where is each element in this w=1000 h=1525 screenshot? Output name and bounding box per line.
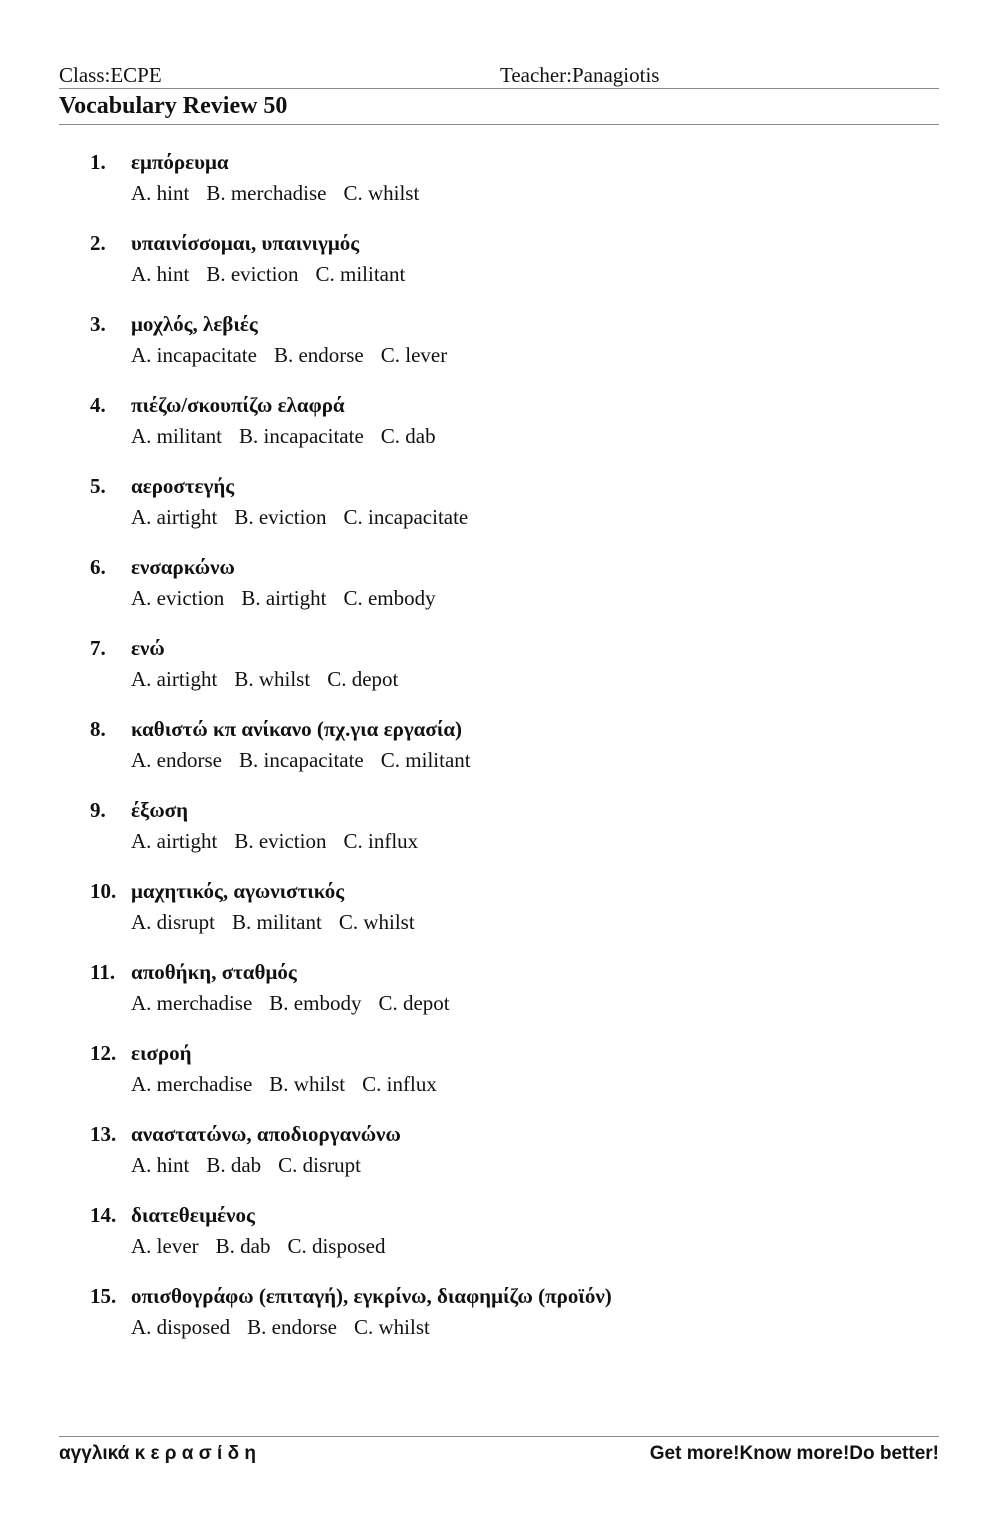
- question-item: [90, 555, 930, 636]
- option-b[interactable]: B. dab: [206, 1153, 262, 1177]
- option-group: [131, 505, 485, 530]
- class-label: Class:ECPE: [59, 63, 162, 87]
- option-b[interactable]: B. whilst: [269, 1072, 346, 1096]
- option-b[interactable]: B. dab: [215, 1234, 271, 1258]
- question-item: [90, 717, 930, 798]
- option-group: [131, 262, 422, 287]
- option-group: [131, 586, 453, 611]
- option-a[interactable]: A. hint: [131, 1153, 190, 1177]
- option-b[interactable]: B. incapacitate: [238, 748, 364, 772]
- option-c[interactable]: C. whilst: [354, 1315, 430, 1339]
- option-c[interactable]: C. influx: [343, 829, 419, 853]
- question-number: 15.: [90, 1284, 117, 1308]
- option-group: [131, 1234, 402, 1259]
- footer-slogan: Get more!Know more!Do better!: [649, 1443, 939, 1464]
- option-c[interactable]: C. militant: [380, 748, 471, 772]
- option-b[interactable]: B. incapacitate: [239, 424, 364, 448]
- question-word: αεροστεγής: [131, 474, 235, 498]
- question-word: πιέζω/σκουπίζω ελαφρά: [131, 393, 345, 417]
- question-item: [90, 960, 930, 1041]
- option-group: [131, 424, 453, 449]
- question-number: 10.: [90, 879, 117, 903]
- option-group: [131, 1153, 378, 1178]
- question-word: διατεθειμένος: [131, 1203, 255, 1227]
- option-b[interactable]: B. eviction: [234, 829, 327, 853]
- question-item: [90, 1041, 930, 1122]
- question-number: 3.: [90, 312, 106, 336]
- question-item: [90, 1203, 930, 1284]
- question-item: [90, 798, 930, 879]
- option-a[interactable]: A. airtight: [131, 667, 218, 691]
- question-word: οπισθογράφω (επιταγή), εγκρίνω, διαφημίζω (προϊόν): [131, 1284, 612, 1308]
- option-c[interactable]: C. disposed: [287, 1234, 386, 1258]
- question-number: 4.: [90, 393, 106, 417]
- question-number: 9.: [90, 798, 106, 822]
- question-word: ενσαρκώνω: [131, 555, 235, 579]
- option-c[interactable]: C. influx: [362, 1072, 437, 1096]
- question-item: [90, 231, 930, 312]
- header-row: [59, 60, 939, 89]
- footer-divider: [59, 1436, 939, 1437]
- option-group: [131, 1072, 454, 1097]
- question-number: 6.: [90, 555, 106, 579]
- question-list: [90, 150, 930, 1365]
- option-b[interactable]: B. eviction: [234, 505, 327, 529]
- question-item: [90, 474, 930, 555]
- footer-brand: αγγλικά κ ε ρ α σ ί δ η: [59, 1443, 256, 1464]
- question-word: υπαινίσσομαι, υπαινιγμός: [131, 231, 360, 255]
- question-number: 8.: [90, 717, 106, 741]
- option-c[interactable]: C. dab: [380, 424, 436, 448]
- question-word: μαχητικός, αγωνιστικός: [131, 879, 345, 903]
- question-number: 2.: [90, 231, 106, 255]
- question-item: [90, 636, 930, 717]
- option-group: [131, 343, 464, 368]
- option-a[interactable]: A. disrupt: [131, 910, 215, 934]
- question-number: 1.: [90, 150, 106, 174]
- question-word: αναστατώνω, αποδιοργανώνω: [131, 1122, 401, 1146]
- option-c[interactable]: C. lever: [380, 343, 448, 367]
- option-a[interactable]: A. militant: [131, 424, 222, 448]
- question-word: εισροή: [131, 1041, 192, 1065]
- question-number: 13.: [90, 1122, 117, 1146]
- question-item: [90, 393, 930, 474]
- option-a[interactable]: A. incapacitate: [131, 343, 257, 367]
- option-a[interactable]: A. disposed: [131, 1315, 231, 1339]
- question-item: [90, 312, 930, 393]
- option-c[interactable]: C. depot: [327, 667, 399, 691]
- question-number: 11.: [90, 960, 116, 984]
- option-a[interactable]: A. lever: [131, 1234, 199, 1258]
- option-a[interactable]: A. eviction: [131, 586, 225, 610]
- option-c[interactable]: C. disrupt: [278, 1153, 362, 1177]
- option-group: [131, 181, 436, 206]
- question-item: [90, 150, 930, 231]
- question-word: εμπόρευμα: [131, 150, 229, 174]
- option-group: [131, 829, 435, 854]
- option-a[interactable]: A. airtight: [131, 829, 218, 853]
- question-word: μοχλός, λεβιές: [131, 312, 258, 336]
- question-item: [90, 879, 930, 960]
- option-group: [131, 910, 432, 935]
- title-row: [59, 92, 939, 125]
- question-number: 5.: [90, 474, 106, 498]
- option-b[interactable]: B. whilst: [234, 667, 311, 691]
- option-group: [131, 748, 488, 773]
- question-word: έξωση: [131, 798, 189, 822]
- teacher-label: Teacher:Panagiotis: [500, 63, 660, 87]
- question-number: 14.: [90, 1203, 117, 1227]
- option-c[interactable]: C. depot: [378, 991, 450, 1015]
- option-c[interactable]: C. incapacitate: [343, 505, 469, 529]
- option-a[interactable]: A. merchadise: [131, 1072, 253, 1096]
- option-a[interactable]: A. merchadise: [131, 991, 253, 1015]
- option-c[interactable]: C. militant: [315, 262, 406, 286]
- option-group: [131, 1315, 447, 1340]
- option-c[interactable]: C. embody: [343, 586, 436, 610]
- option-a[interactable]: A. airtight: [131, 505, 218, 529]
- question-word: ενώ: [131, 636, 165, 660]
- option-group: [131, 991, 467, 1016]
- option-b[interactable]: B. merchadise: [206, 181, 327, 205]
- option-b[interactable]: B. eviction: [206, 262, 299, 286]
- question-number: 12.: [90, 1041, 117, 1065]
- option-b[interactable]: B. endorse: [247, 1315, 337, 1339]
- question-item: [90, 1284, 930, 1365]
- option-c[interactable]: C. whilst: [343, 181, 420, 205]
- option-b[interactable]: B. airtight: [241, 586, 327, 610]
- option-c[interactable]: C. whilst: [338, 910, 415, 934]
- question-item: [90, 1122, 930, 1203]
- question-word: αποθήκη, σταθμός: [131, 960, 297, 984]
- option-b[interactable]: B. endorse: [273, 343, 364, 367]
- page-title: Vocabulary Review 50: [59, 93, 288, 119]
- question-number: 7.: [90, 636, 106, 660]
- option-b[interactable]: B. militant: [232, 910, 322, 934]
- option-a[interactable]: A. endorse: [131, 748, 222, 772]
- option-a[interactable]: A. hint: [131, 262, 190, 286]
- option-a[interactable]: A. hint: [131, 181, 190, 205]
- option-group: [131, 667, 415, 692]
- option-b[interactable]: B. embody: [269, 991, 362, 1015]
- question-word: καθιστώ κπ ανίκανο (πχ.για εργασία): [131, 717, 463, 741]
